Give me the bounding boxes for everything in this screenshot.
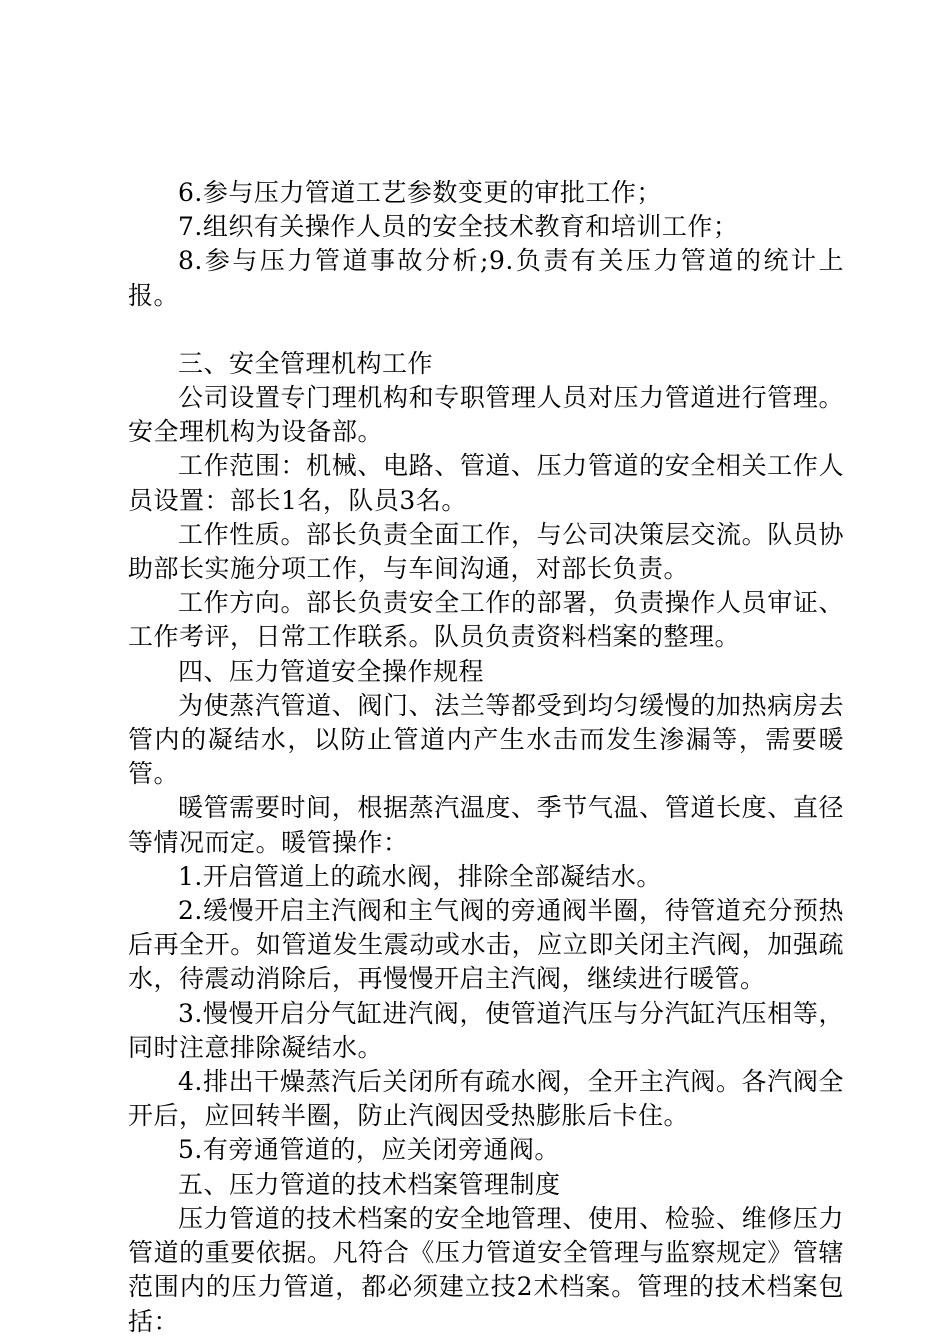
section-gap: [128, 313, 844, 347]
body-paragraph: 工作性质。部长负责全面工作，与公司决策层交流。队员协助部长实施分项工作，与车间沟通，对部长负责。: [128, 519, 844, 584]
body-paragraph: 工作方向。部长负责安全工作的部署，负责操作人员审证、工作考评，日常工作联系。队员负责资料档案的整理。: [128, 588, 844, 652]
section-heading-4: 四、压力管道安全操作规程: [178, 656, 485, 686]
body-paragraph: 工作范围：机械、电路、管道、压力管道的安全相关工作人员设置：部长1名，队员3名。: [128, 451, 844, 515]
step-item-5: 5.有旁通管道的，应关闭旁通阀。: [178, 1135, 560, 1165]
paragraph-item-8-9: 8.参与压力管道事故分析;9.负责有关压力管道的统计上报。: [128, 246, 844, 310]
body-paragraph: 为使蒸汽管道、阀门、法兰等都受到均匀缓慢的加热病房去管内的凝结水，以防止管道内产生水击而发生渗漏等，需要暖管。: [128, 690, 844, 789]
body-paragraph: 压力管道的技术档案的安全地管理、使用、检验、维修压力管道的重要依据。凡符合《压力管道安全管理与监察规定》管辖范围内的压力管道，都必须建立技2术档案。管理的技术档案包括：: [128, 1203, 844, 1336]
step-item-2: 2.缓慢开启主汽阀和主气阀的旁通阀半圈，待管道充分预热后再全开。如管道发生震动或水击，应立即关闭主汽阀，加强疏水，待震动消除后，再慢慢开启主汽阀，继续进行暖管。: [128, 896, 844, 994]
step-item-4: 4.排出干燥蒸汽后关闭所有疏水阀，全开主汽阀。各汽阀全开后，应回转半圈，防止汽阀因受热膨胀后卡住。: [128, 1067, 844, 1131]
paragraph-item-6: 6.参与压力管道工艺参数变更的审批工作；: [178, 178, 662, 207]
body-paragraph: 公司设置专门理机构和专职管理人员对压力管道进行管理。安全理机构为设备部。: [128, 383, 844, 447]
step-item-3: 3.慢慢开启分气缸进汽阀，使管道汽压与分汽缸汽压相等，同时注意排除凝结水。: [128, 998, 844, 1062]
section-heading-3: 三、安全管理机构工作: [178, 348, 434, 378]
section-heading-5: 五、压力管道的技术档案管理制度: [178, 1169, 561, 1199]
paragraph-item-7: 7.组织有关操作人员的安全技术教育和培训工作；: [178, 212, 739, 242]
body-paragraph: 暖管需要时间，根据蒸汽温度、季节气温、管道长度、直径等情况而定。暖管操作：: [128, 793, 844, 857]
document-body: [128, 176, 844, 1339]
step-item-1: 1.开启管道上的疏水阀，排除全部凝结水。: [178, 861, 662, 891]
